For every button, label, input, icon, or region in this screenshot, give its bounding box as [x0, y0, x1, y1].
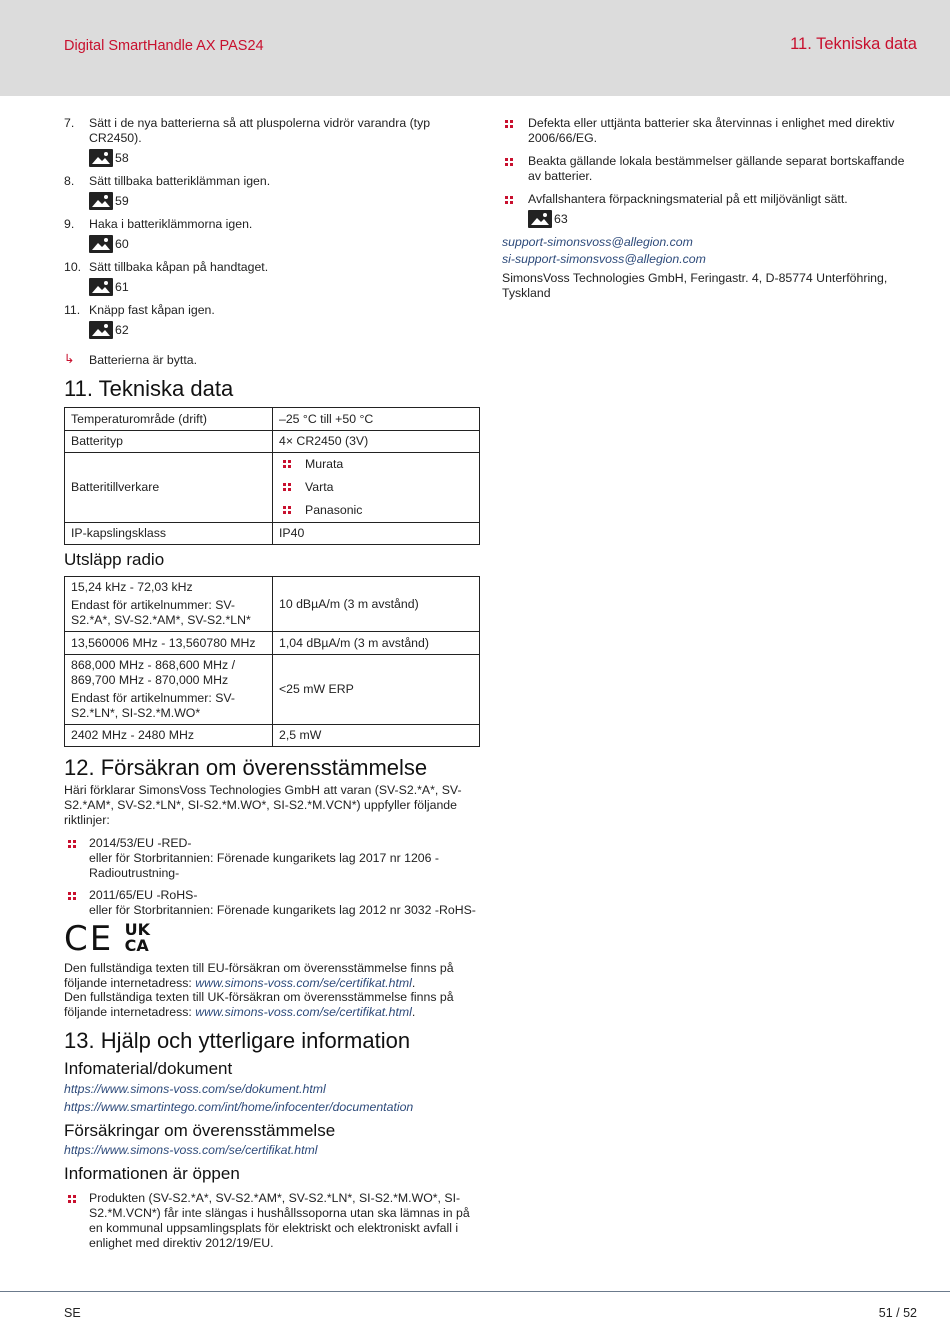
- figure-ref: 63: [528, 210, 568, 229]
- packaging-text: Avfallshantera förpackningsmaterial på ett miljövänligt sätt.: [528, 192, 848, 206]
- subsection-title-info: Infomaterial/dokument: [64, 1059, 233, 1078]
- eu-certificate-link[interactable]: www.simons-voss.com/se/certifikat.html: [195, 976, 412, 990]
- bullet-icon: [68, 840, 76, 848]
- step-text: Sätt i de nya batterierna så att pluspolerna vidrör varandra (typ CR2450).: [89, 116, 431, 145]
- table-row: [65, 632, 480, 655]
- document-link[interactable]: https://www.simons-voss.com/se/dokument.html: [64, 1082, 326, 1096]
- manufacturer-list: [279, 453, 473, 522]
- table-row: [65, 655, 480, 725]
- section-title-conformity: 12. Försäkran om överensstämmelse: [64, 755, 428, 780]
- certificate-link[interactable]: https://www.simons-voss.com/se/certifikat.html: [64, 1143, 318, 1157]
- conformity-marks: [64, 919, 151, 959]
- directive-red: 2014/53/EU -RED- eller för Storbritannien: Förenade kungarikets lag 2017 nr 1206 -Radioutrustning-: [89, 836, 439, 880]
- step-number: 10.: [64, 260, 82, 274]
- step-number: 8.: [64, 174, 75, 188]
- subsection-title-certificates: Försäkringar om överensstämmelse: [64, 1121, 336, 1140]
- image-icon: [528, 210, 552, 228]
- bullet-icon: [505, 158, 513, 166]
- product-title: Digital SmartHandle AX PAS24: [64, 38, 264, 54]
- step-number: 7.: [64, 116, 75, 130]
- disposal-text: Produkten (SV-S2.*A*, SV-S2.*AM*, SV-S2.*LN*, SI-S2.*M.WO*, SI-S2.*M.VCN*) får inte slängas i hushållssoporna utan ska lämnas in på en kommunal uppsamlingsplats för elektriskt och elektroniskt avfall i enlighet med direktiv 2012/19/EU.: [89, 1191, 470, 1250]
- support-email-link[interactable]: support-simonsvoss@allegion.com: [502, 235, 693, 249]
- ukca-mark-icon: UK CA: [124, 920, 151, 955]
- chapter-title: 11. Tekniska data: [790, 35, 917, 53]
- footer-divider: [0, 1291, 950, 1292]
- image-icon: [89, 278, 113, 296]
- conformity-intro: Häri förklarar SimonsVoss Technologies GmbH att varan (SV-S2.*A*, SV-S2.*AM*, SV-S2.*LN*, SI-S2.*M.WO*, SI-S2.*M.VCN*) uppfyller följande riktlinjer:: [64, 783, 462, 827]
- table-cell: 868,000 MHz - 868,600 MHz / 869,700 MHz - 870,000 MHz Endast för artikelnummer: SV-S2.*LN*, SI-S2.*M.WO*: [65, 655, 273, 725]
- table-row: [65, 453, 480, 523]
- subsection-title-radio: Utsläpp radio: [64, 550, 165, 569]
- table-cell: 1,04 dBµA/m (3 m avstånd): [273, 632, 480, 655]
- section-title-help: 13. Hjälp och ytterligare information: [64, 1028, 411, 1053]
- footer-language: SE: [64, 1306, 81, 1320]
- si-support-email-link[interactable]: si-support-simonsvoss@allegion.com: [502, 252, 706, 266]
- figure-ref: 62: [89, 321, 129, 340]
- uk-declaration-text: Den fullständiga texten till UK-försäkran om överensstämmelse finns på följande internetadress: www.simons-voss.com/se/certifikat.html.: [64, 990, 454, 1019]
- local-rules-text: Beakta gällande lokala bestämmelser gällande separat bortskaffande av batterier.: [528, 154, 905, 183]
- table-cell: 13,560006 MHz - 13,560780 MHz: [65, 632, 273, 655]
- radio-emission-table: [64, 576, 480, 747]
- directive-rohs: 2011/65/EU -RoHS- eller för Storbritannien: Förenade kungarikets lag 2012 nr 3032 -RoHS-: [89, 888, 476, 917]
- table-cell: 10 dBµA/m (3 m avstånd): [273, 577, 480, 632]
- table-cell: –25 °C till +50 °C: [273, 408, 480, 431]
- bullet-icon: [283, 506, 291, 514]
- table-row: [65, 725, 480, 747]
- bullet-icon: [505, 120, 513, 128]
- step-text: Haka i batteriklämmorna igen.: [89, 217, 253, 231]
- table-cell: Batteritillverkare: [65, 453, 273, 523]
- table-row: [65, 431, 480, 453]
- table-row: [65, 577, 480, 632]
- list-item: Varta: [279, 476, 473, 499]
- step-number: 9.: [64, 217, 75, 231]
- table-cell: <25 mW ERP: [273, 655, 480, 725]
- image-icon: [89, 321, 113, 339]
- step-text: Knäpp fast kåpan igen.: [89, 303, 215, 317]
- bullet-icon: [283, 460, 291, 468]
- table-cell: 15,24 kHz - 72,03 kHz Endast för artikelnummer: SV-S2.*A*, SV-S2.*AM*, SV-S2.*LN*: [65, 577, 273, 632]
- table-cell: Temperaturområde (drift): [65, 408, 273, 431]
- table-cell: 2402 MHz - 2480 MHz: [65, 725, 273, 747]
- battery-recycling-text: Defekta eller uttjänta batterier ska återvinnas i enlighet med direktiv 2006/66/EG.: [528, 116, 895, 145]
- step-text: Sätt tillbaka kåpan på handtaget.: [89, 260, 269, 274]
- image-icon: [89, 149, 113, 167]
- table-cell: Batterityp: [65, 431, 273, 453]
- ce-mark-icon: CE: [64, 919, 114, 959]
- bullet-icon: [283, 483, 291, 491]
- company-address: SimonsVoss Technologies GmbH, Feringastr. 4, D-85774 Unterföhring, Tyskland: [502, 271, 888, 300]
- table-cell: 4× CR2450 (3V): [273, 431, 480, 453]
- figure-ref: 61: [89, 278, 129, 297]
- table-cell: IP40: [273, 523, 480, 545]
- subsection-title-open-info: Informationen är öppen: [64, 1164, 240, 1183]
- figure-ref: 60: [89, 235, 129, 254]
- table-cell: 2,5 mW: [273, 725, 480, 747]
- figure-ref: 59: [89, 192, 129, 211]
- table-row: [65, 408, 480, 431]
- list-item: Panasonic: [279, 499, 473, 522]
- figure-ref: 58: [89, 149, 129, 168]
- image-icon: [89, 192, 113, 210]
- step-number: 11.: [64, 303, 81, 317]
- page-header: [0, 0, 950, 96]
- bullet-icon: [68, 892, 76, 900]
- result-text: Batterierna är bytta.: [89, 353, 197, 367]
- tech-data-table: [64, 407, 480, 545]
- eu-declaration-text: Den fullständiga texten till EU-försäkran om överensstämmelse finns på följande internetadress: www.simons-voss.com/se/certifikat.html.: [64, 961, 454, 990]
- image-icon: [89, 235, 113, 253]
- table-row: [65, 523, 480, 545]
- step-text: Sätt tillbaka batteriklämman igen.: [89, 174, 271, 188]
- bullet-icon: [505, 196, 513, 204]
- result-arrow-icon: ↳: [64, 352, 75, 366]
- bullet-icon: [68, 1195, 76, 1203]
- infocenter-link[interactable]: https://www.smartintego.com/int/home/infocenter/documentation: [64, 1100, 414, 1114]
- section-title-tekniska-data: 11. Tekniska data: [64, 376, 234, 401]
- uk-certificate-link[interactable]: www.simons-voss.com/se/certifikat.html: [195, 1005, 412, 1019]
- table-cell: IP-kapslingsklass: [65, 523, 273, 545]
- manufacturer-list-cell: [273, 453, 480, 523]
- list-item: Murata: [279, 453, 473, 476]
- page-number: 51 / 52: [878, 1306, 917, 1320]
